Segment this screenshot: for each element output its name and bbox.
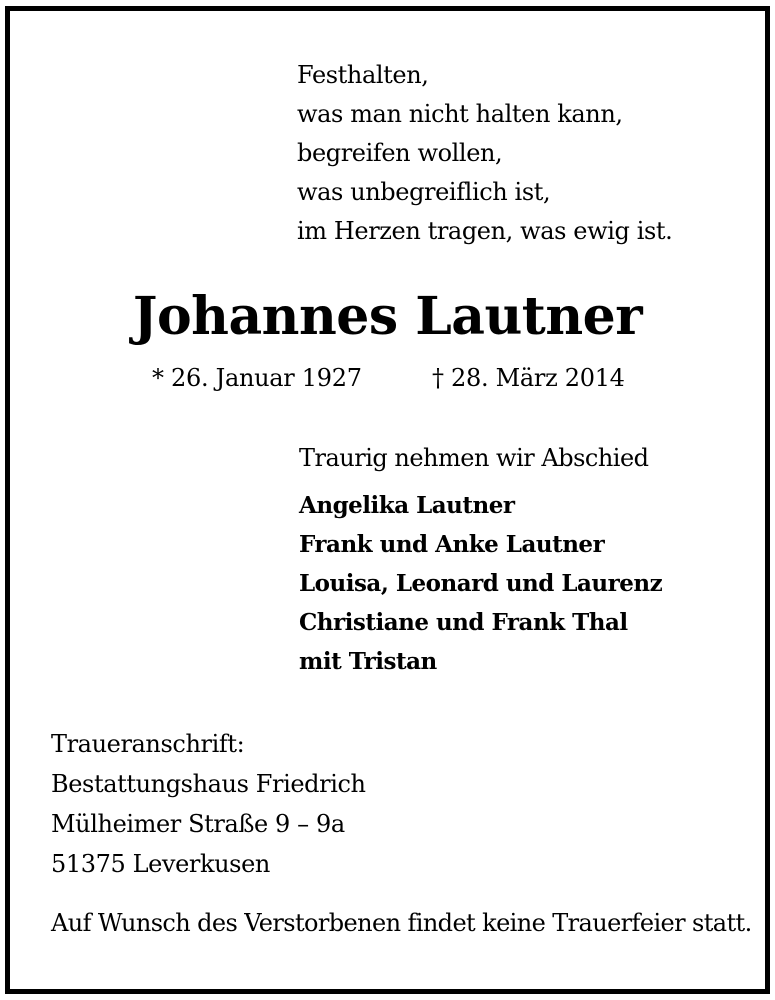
poem-line: begreifen wollen, <box>297 139 503 167</box>
mourner-name: mit Tristan <box>299 648 437 675</box>
poem <box>297 56 672 251</box>
deceased-name: Johannes Lautner <box>132 286 643 347</box>
mourner-list <box>299 486 662 681</box>
poem-line: im Herzen tragen, was ewig ist. <box>297 217 673 245</box>
poem-line: Festhalten, <box>297 61 429 89</box>
funeral-note: Auf Wunsch des Verstorbenen findet keine Trauerfeier statt. <box>51 909 752 937</box>
address-company: Bestattungshaus Friedrich <box>51 770 366 798</box>
mourner-name: Frank und Anke Lautner <box>299 531 605 558</box>
poem-line: was man nicht halten kann, <box>297 100 623 128</box>
death-date: † 28. März 2014 <box>432 364 625 392</box>
mourner-name: Angelika Lautner <box>299 492 515 519</box>
mourner-name: Louisa, Leonard und Laurenz <box>299 570 663 597</box>
address-street: Mülheimer Straße 9 – 9a <box>51 810 345 838</box>
mourning-intro: Traurig nehmen wir Abschied <box>299 444 649 472</box>
address-label: Traueranschrift: <box>51 730 245 758</box>
birth-date: * 26. Januar 1927 <box>152 364 362 392</box>
address-city: 51375 Leverkusen <box>51 850 270 878</box>
poem-line: was unbegreiflich ist, <box>297 178 551 206</box>
mourning-address <box>51 724 366 884</box>
mourner-name: Christiane und Frank Thal <box>299 609 628 636</box>
